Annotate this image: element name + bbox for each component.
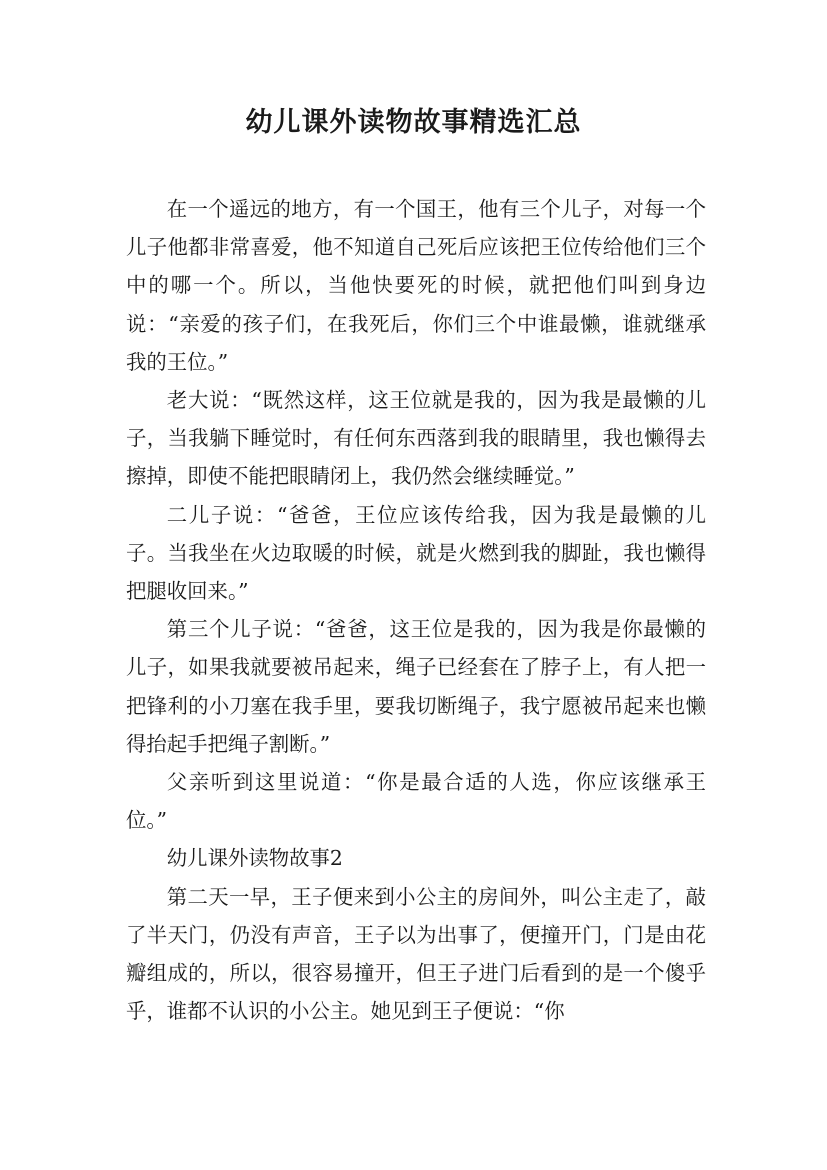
paragraph-third-son: 第三个儿子说：“爸爸，这王位是我的，因为我是你最懒的儿子，如果我就要被吊起来，绳子已经套在了脖子上，有人把一把锋利的小刀塞在我手里，要我切断绳子，我宁愿被吊起来也懒得抬起手把绳子割断。”	[126, 617, 706, 756]
document-title: 幼儿课外读物故事精选汇总	[245, 107, 582, 138]
section-heading-story-2: 幼儿课外读物故事2	[166, 846, 343, 871]
paragraph-second-son: 二儿子说：“爸爸，王位应该传给我，因为我是最懒的儿子。当我坐在火边取暖的时候，就是火燃到我的脚趾，我也懒得把腿收回来。”	[126, 502, 706, 604]
document-body	[126, 190, 706, 1030]
paragraph-prince-princess: 第二天一早，王子便来到小公主的房间外，叫公主走了，敲了半天门，仍没有声音，王子以为出事了，便撞开门，门是由花瓣组成的，所以，很容易撞开，但王子进门后看到的是一个傻乎乎，谁都不认识的小公主。她见到王子便说：“你	[126, 884, 706, 1024]
paragraph-father-decision: 父亲听到这里说道：“你是最合适的人选，你应该继承王位。”	[126, 770, 706, 833]
paragraph-eldest-son: 老大说：“既然这样，这王位就是我的，因为我是最懒的儿子，当我躺下睡觉时，有任何东西落到我的眼睛里，我也懒得去擦掉，即使不能把眼睛闭上，我仍然会继续睡觉。”	[126, 388, 706, 489]
paragraph-king-intro: 在一个遥远的地方，有一个国王，他有三个儿子，对每一个儿子他都非常喜爱，他不知道自己死后应该把王位传给他们三个中的哪一个。所以，当他快要死的时候，就把他们叫到身边说：“亲爱的孩子们，在我死后，你们三个中谁最懒，谁就继承我的王位。”	[126, 197, 706, 374]
